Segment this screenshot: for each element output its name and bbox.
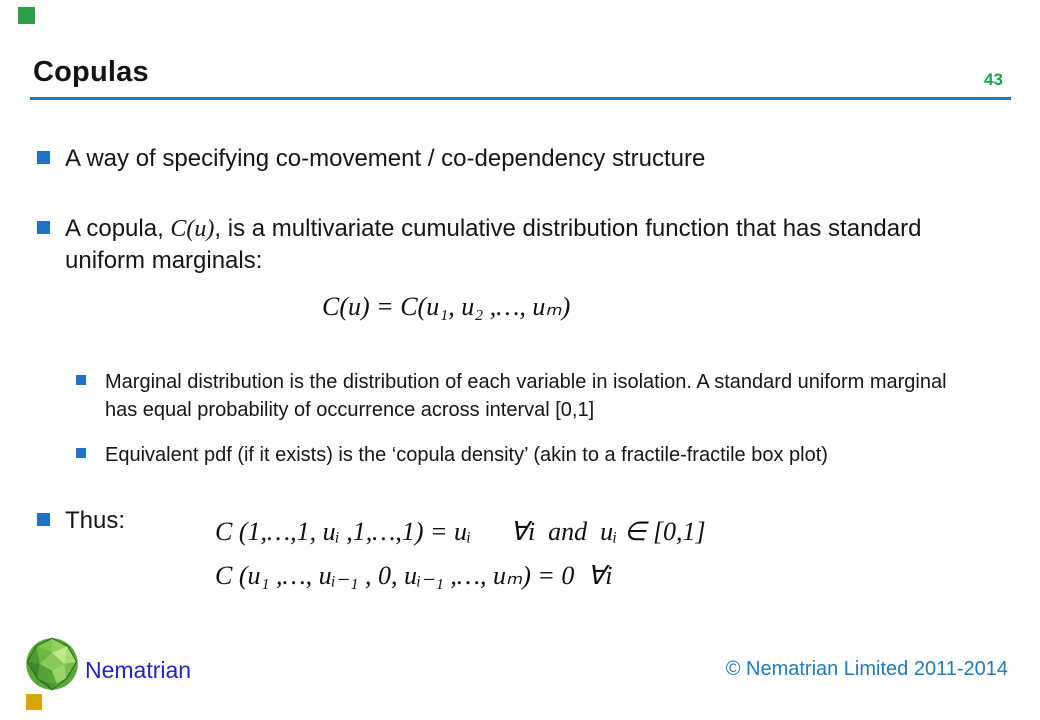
bullet-item-2 (37, 213, 982, 276)
title-divider (30, 97, 1011, 100)
bullet-square-icon (37, 221, 50, 234)
inline-math-cu: C(u) (170, 216, 215, 242)
page-title: Copulas (33, 56, 149, 88)
bullet-square-icon (76, 375, 86, 385)
bullet-square-icon (37, 513, 50, 526)
bottom-left-deco-square (26, 694, 42, 710)
bullet-square-icon (37, 151, 50, 164)
bullet-text-pre: A copula, (65, 215, 171, 242)
formula-copula-property-2: C (u₁ ,…, uᵢ₋₁ , 0, uᵢ₋₁ ,…, uₘ) = 0 ∀i (215, 561, 613, 590)
sub-bullet-item-2 (76, 441, 1016, 469)
formula-copula-definition: C(u) = C(u₁, u₂ ,…, uₘ) (322, 292, 571, 321)
copyright-text: © Nematrian Limited 2011-2014 (725, 658, 1008, 680)
sub-bullet-text: Marginal distribution is the distribution of each variable in isolation. A standard uniform marginal has equal probability of occurrence across interval [0,1] (105, 371, 947, 421)
bullet-text: Thus: (65, 507, 126, 534)
brand-name: Nematrian (85, 657, 192, 683)
sub-bullet-item-1 (76, 368, 976, 424)
formula-copula-property-1: C (1,…,1, uᵢ ,1,…,1) = uᵢ ∀i and uᵢ ∈ [0,1] (215, 517, 706, 546)
bullet-text-post: , is a multivariate cumulative distribution function that has standard uniform marginals: (65, 215, 922, 274)
nematrian-logo-icon (24, 635, 80, 693)
bullet-text (65, 213, 982, 276)
top-left-deco-square (18, 7, 35, 24)
page-number: 43 (984, 70, 1003, 89)
bullet-text: A way of specifying co-movement / co-dependency structure (65, 145, 706, 172)
sub-bullet-text: Equivalent pdf (if it exists) is the ‘copula density’ (akin to a fractile-fractile box plot) (105, 444, 828, 466)
bullet-square-icon (76, 448, 86, 458)
bullet-item-1 (37, 143, 977, 174)
